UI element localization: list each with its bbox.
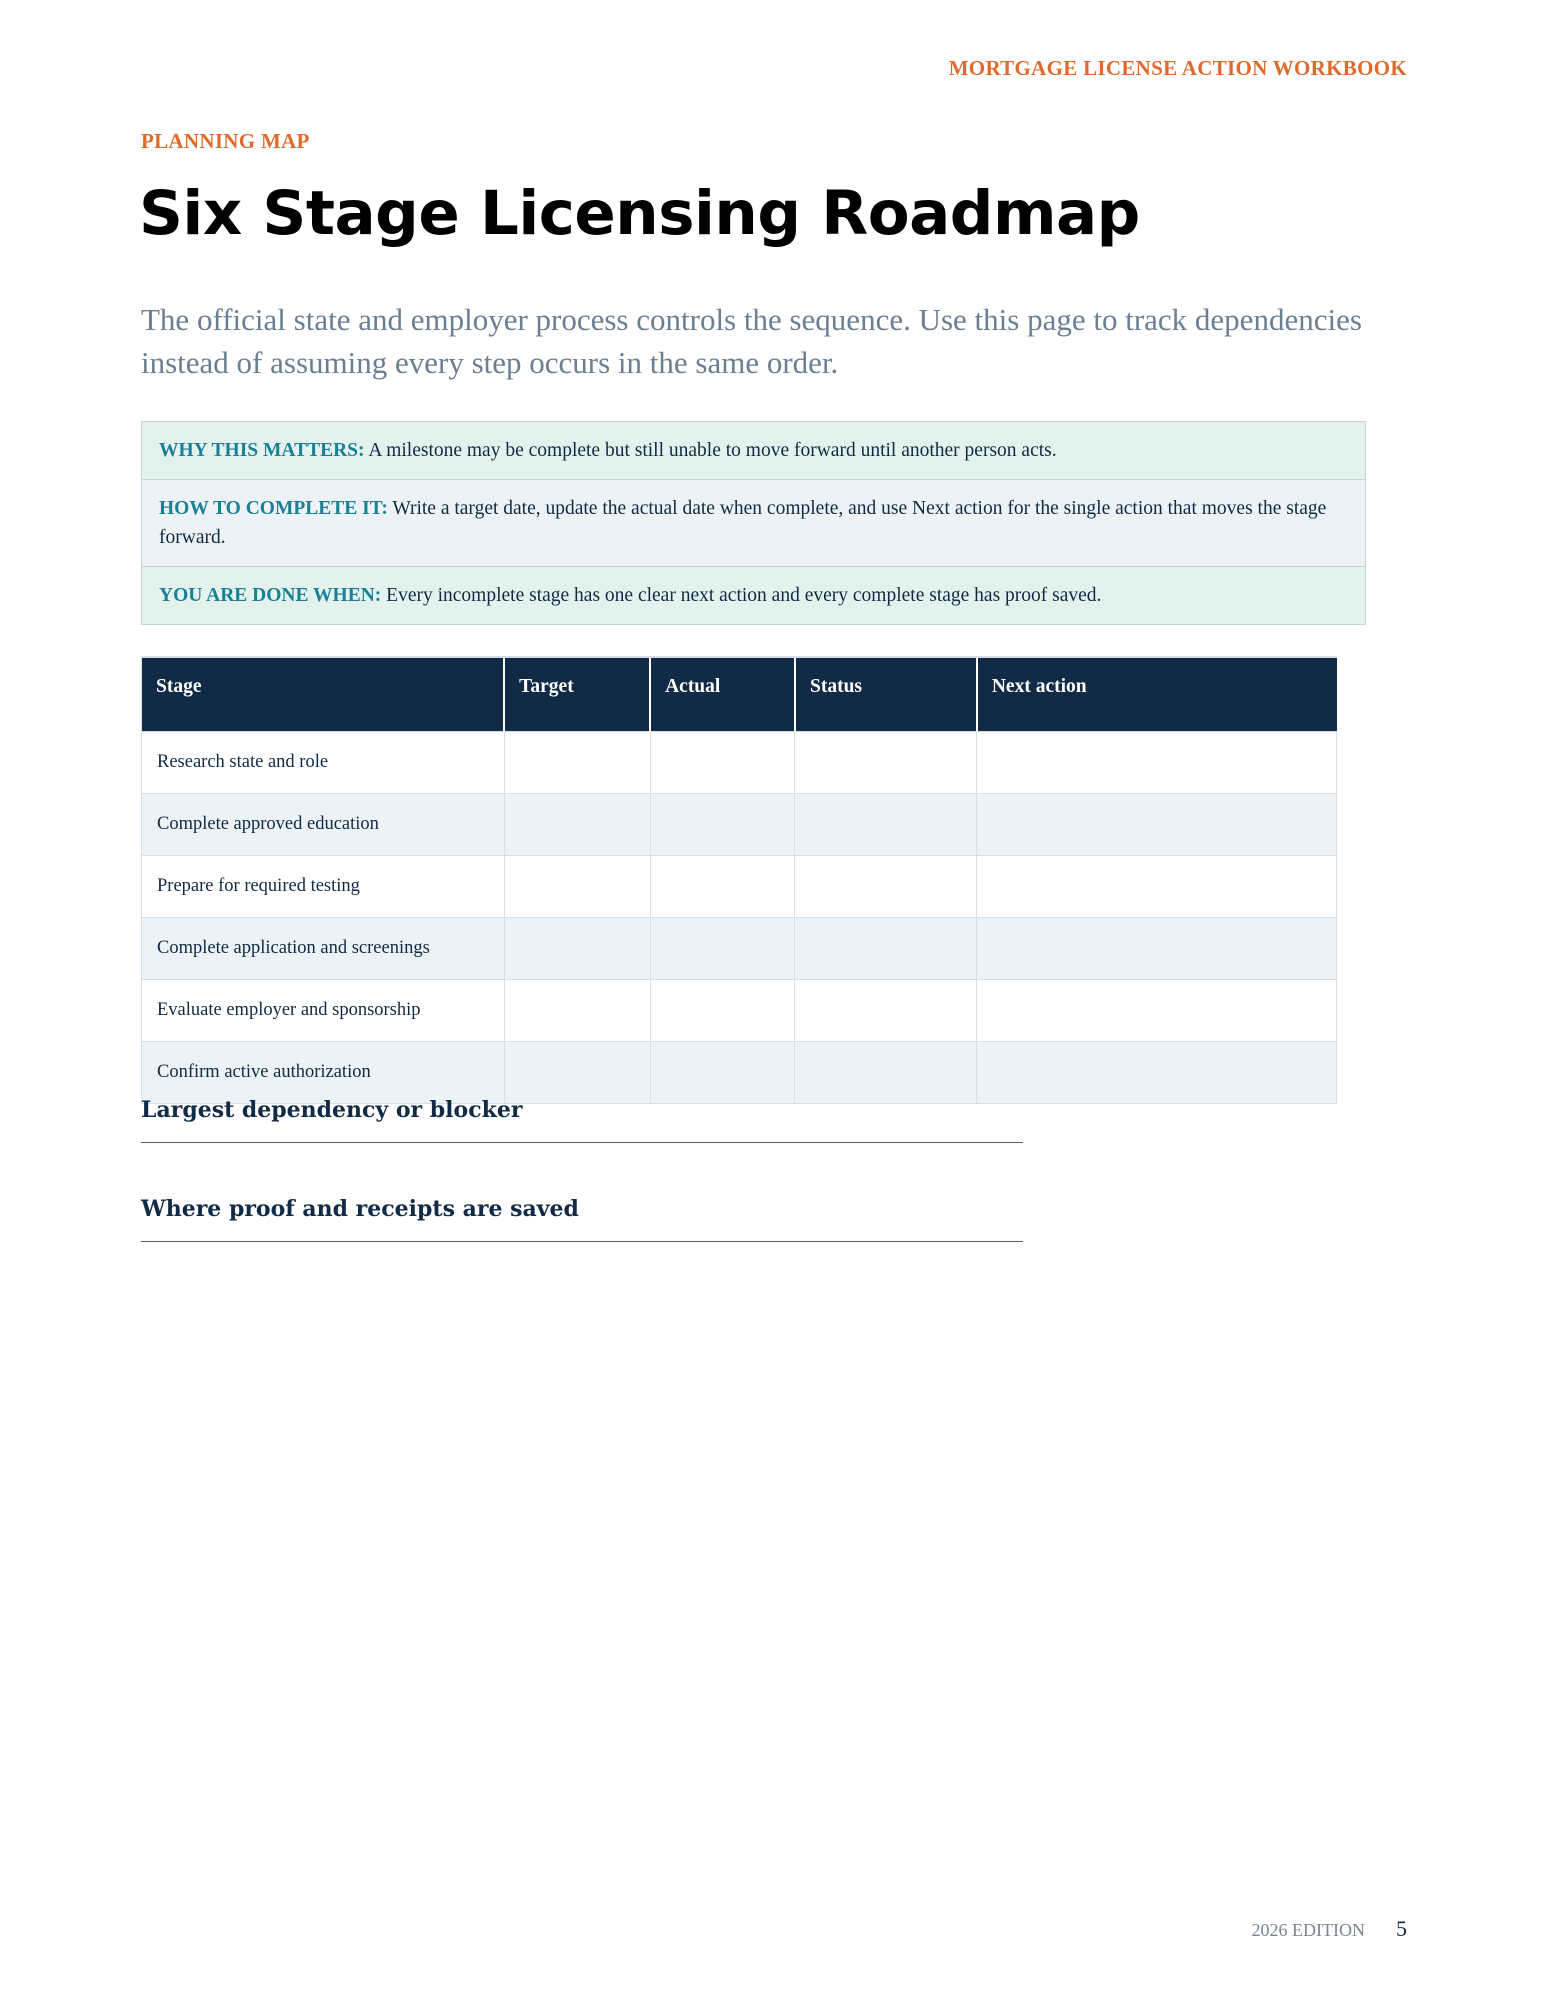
next-action-cell[interactable]	[977, 793, 1337, 855]
status-cell[interactable]	[795, 731, 977, 793]
status-cell[interactable]	[795, 979, 977, 1041]
actual-cell[interactable]	[650, 1041, 795, 1103]
table-row	[142, 731, 1337, 793]
page-title: Six Stage Licensing Roadmap	[139, 178, 1140, 249]
stage-cell: Confirm active authorization	[142, 1041, 505, 1103]
dependency-write-line[interactable]	[141, 1142, 1023, 1143]
callout-why-text: A milestone may be complete but still unable to move forward until another person acts.	[364, 440, 1057, 461]
table-row	[142, 917, 1337, 979]
column-header-status: Status	[795, 657, 977, 731]
target-cell[interactable]	[504, 917, 650, 979]
stage-cell: Prepare for required testing	[142, 855, 505, 917]
stage-cell: Research state and role	[142, 731, 505, 793]
stage-cell: Complete approved education	[142, 793, 505, 855]
stage-cell: Complete application and screenings	[142, 917, 505, 979]
next-action-cell[interactable]	[977, 855, 1337, 917]
table-row	[142, 979, 1337, 1041]
target-cell[interactable]	[504, 793, 650, 855]
proof-location-field	[141, 1195, 1023, 1242]
next-action-cell[interactable]	[977, 731, 1337, 793]
actual-cell[interactable]	[650, 793, 795, 855]
proof-location-field-label: Where proof and receipts are saved	[141, 1196, 579, 1222]
callout-how	[142, 479, 1365, 566]
proof-location-write-line[interactable]	[141, 1241, 1023, 1242]
status-cell[interactable]	[795, 793, 977, 855]
callout-done	[142, 566, 1365, 624]
target-cell[interactable]	[504, 731, 650, 793]
callout-how-text: Write a target date, update the actual date when complete, and use Next action for the single action that moves the stage forward.	[159, 498, 1327, 548]
actual-cell[interactable]	[650, 855, 795, 917]
running-header: MORTGAGE LICENSE ACTION WORKBOOK	[948, 56, 1407, 80]
dependency-field-label: Largest dependency or blocker	[141, 1097, 523, 1123]
actual-cell[interactable]	[650, 979, 795, 1041]
stage-cell: Evaluate employer and sponsorship	[142, 979, 505, 1041]
column-header-stage: Stage	[142, 657, 505, 731]
section-kicker: PLANNING MAP	[141, 129, 310, 153]
next-action-cell[interactable]	[977, 917, 1337, 979]
table-row	[142, 855, 1337, 917]
page-number: 5	[1396, 1916, 1407, 1941]
callout-done-label: YOU ARE DONE WHEN:	[159, 585, 382, 606]
callout-done-text: Every incomplete stage has one clear next action and every complete stage has proof saved.	[381, 585, 1102, 606]
lead-paragraph: The official state and employer process controls the sequence. Use this page to track dependencies instead of assuming every step occurs in the same order.	[141, 302, 1362, 380]
footer-edition: 2026 EDITION	[1251, 1920, 1365, 1940]
status-cell[interactable]	[795, 1041, 977, 1103]
table-row	[142, 1041, 1337, 1103]
status-cell[interactable]	[795, 917, 977, 979]
column-header-next-action: Next action	[977, 657, 1337, 731]
next-action-cell[interactable]	[977, 979, 1337, 1041]
table-header-row	[142, 657, 1337, 731]
callout-how-label: HOW TO COMPLETE IT:	[159, 498, 388, 519]
callout-why-label: WHY THIS MATTERS:	[159, 440, 365, 461]
dependency-field	[141, 1096, 1023, 1143]
column-header-actual: Actual	[650, 657, 795, 731]
target-cell[interactable]	[504, 1041, 650, 1103]
target-cell[interactable]	[504, 979, 650, 1041]
next-action-cell[interactable]	[977, 1041, 1337, 1103]
actual-cell[interactable]	[650, 917, 795, 979]
instruction-callout	[141, 421, 1366, 625]
actual-cell[interactable]	[650, 731, 795, 793]
callout-why	[142, 422, 1365, 479]
table-row	[142, 793, 1337, 855]
status-cell[interactable]	[795, 855, 977, 917]
column-header-target: Target	[504, 657, 650, 731]
roadmap-table	[141, 656, 1337, 1104]
target-cell[interactable]	[504, 855, 650, 917]
